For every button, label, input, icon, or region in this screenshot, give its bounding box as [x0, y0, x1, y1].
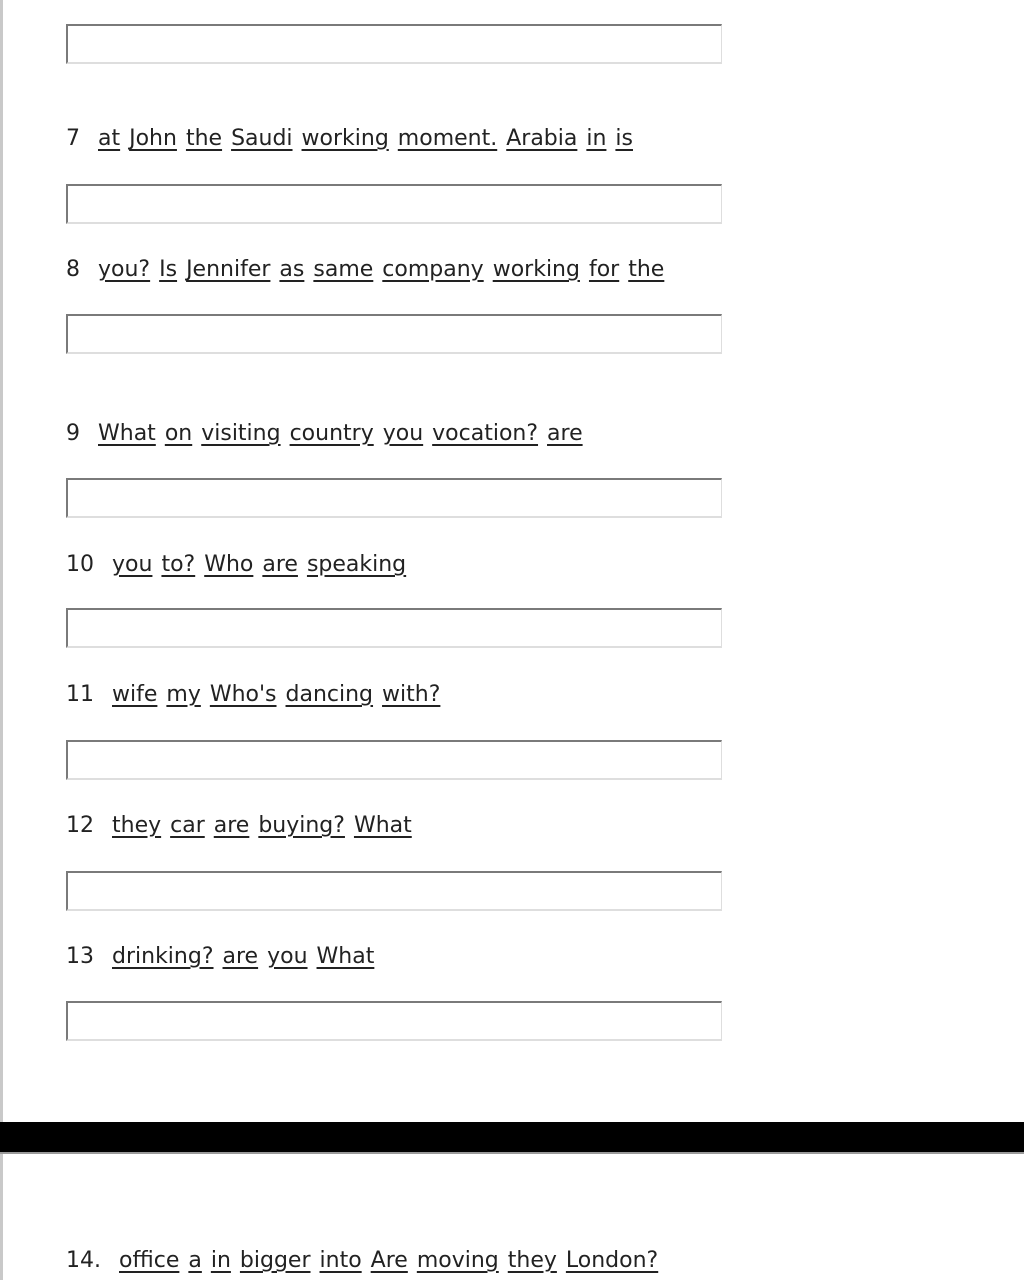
word-chip[interactable]: drinking?	[112, 944, 214, 969]
word-chip[interactable]: in	[586, 126, 607, 151]
word-chip[interactable]: Is	[159, 257, 178, 282]
word-chip[interactable]: moment.	[397, 126, 498, 151]
word-chip[interactable]: office	[119, 1248, 180, 1273]
word-chip[interactable]: vocation?	[432, 421, 539, 446]
answer-input-12[interactable]	[66, 871, 722, 911]
answer-input-6[interactable]	[66, 24, 722, 64]
question-12	[66, 813, 421, 843]
word-chip[interactable]: with?	[382, 682, 441, 707]
word-chip[interactable]: working	[301, 126, 389, 151]
question-10	[66, 552, 415, 582]
word-chip[interactable]: buying?	[258, 813, 345, 838]
word-chip[interactable]: are	[222, 944, 259, 969]
answer-input-8[interactable]	[66, 314, 722, 354]
question-number: 10	[66, 552, 94, 577]
word-chip[interactable]: John	[129, 126, 177, 151]
question-number: 7	[66, 126, 80, 151]
answer-input-13[interactable]	[66, 1001, 722, 1041]
word-chip[interactable]: Jennifer	[186, 257, 271, 282]
word-chip[interactable]: What	[353, 813, 412, 838]
word-chip[interactable]: Who's	[209, 682, 277, 707]
question-7	[66, 126, 642, 156]
word-chip[interactable]: into	[319, 1248, 362, 1273]
answer-input-7[interactable]	[66, 184, 722, 224]
word-chip[interactable]: Are	[370, 1248, 408, 1273]
word-chip[interactable]: speaking	[306, 552, 407, 577]
word-chip[interactable]: they	[507, 1248, 557, 1273]
word-chip[interactable]: What	[98, 421, 156, 446]
question-number: 14.	[66, 1248, 101, 1273]
word-chip[interactable]: same	[313, 257, 374, 282]
word-chip[interactable]: you?	[98, 257, 151, 282]
question-number: 8	[66, 257, 80, 282]
question-14	[66, 1248, 667, 1278]
word-chip[interactable]: the	[628, 257, 665, 282]
word-chip[interactable]: Who	[204, 552, 254, 577]
word-chip[interactable]: you	[382, 421, 424, 446]
word-chip[interactable]: dancing	[285, 682, 374, 707]
answer-input-11[interactable]	[66, 740, 722, 780]
question-9	[66, 421, 592, 451]
word-chip[interactable]: are	[262, 552, 298, 577]
word-chip[interactable]: visiting	[201, 421, 281, 446]
word-chip[interactable]: Arabia	[506, 126, 578, 151]
question-number: 9	[66, 421, 80, 446]
question-number: 11	[66, 682, 94, 707]
word-chip[interactable]: for	[588, 257, 620, 282]
left-border	[0, 0, 3, 1122]
word-chip[interactable]: What	[316, 944, 375, 969]
word-chip[interactable]: moving	[416, 1248, 499, 1273]
word-chip[interactable]: a	[188, 1248, 202, 1273]
word-chip[interactable]: are	[213, 813, 250, 838]
word-chip[interactable]: my	[166, 682, 201, 707]
word-chip[interactable]: the	[185, 126, 223, 151]
answer-input-9[interactable]	[66, 478, 722, 518]
word-chip[interactable]: is	[615, 126, 633, 151]
word-chip[interactable]: to?	[161, 552, 196, 577]
section-divider	[0, 1122, 1024, 1152]
word-chip[interactable]: in	[210, 1248, 231, 1273]
answer-input-10[interactable]	[66, 608, 722, 648]
word-chip[interactable]: bigger	[239, 1248, 311, 1273]
word-chip[interactable]: London?	[565, 1248, 659, 1273]
word-chip[interactable]: wife	[112, 682, 158, 707]
word-chip[interactable]: working	[492, 257, 580, 282]
word-chip[interactable]: country	[289, 421, 374, 446]
question-number: 12	[66, 813, 94, 838]
question-11	[66, 682, 449, 712]
question-number: 13	[66, 944, 94, 969]
left-border	[0, 1152, 3, 1280]
word-chip[interactable]: you	[112, 552, 153, 577]
word-chip[interactable]: car	[170, 813, 205, 838]
question-13	[66, 944, 383, 974]
word-chip[interactable]: are	[547, 421, 583, 446]
word-chip[interactable]: at	[98, 126, 121, 151]
word-chip[interactable]: company	[382, 257, 484, 282]
word-chip[interactable]: on	[164, 421, 193, 446]
question-8	[66, 257, 673, 287]
word-chip[interactable]: they	[112, 813, 162, 838]
word-chip[interactable]: Saudi	[231, 126, 293, 151]
word-chip[interactable]: you	[267, 944, 308, 969]
word-chip[interactable]: as	[279, 257, 305, 282]
